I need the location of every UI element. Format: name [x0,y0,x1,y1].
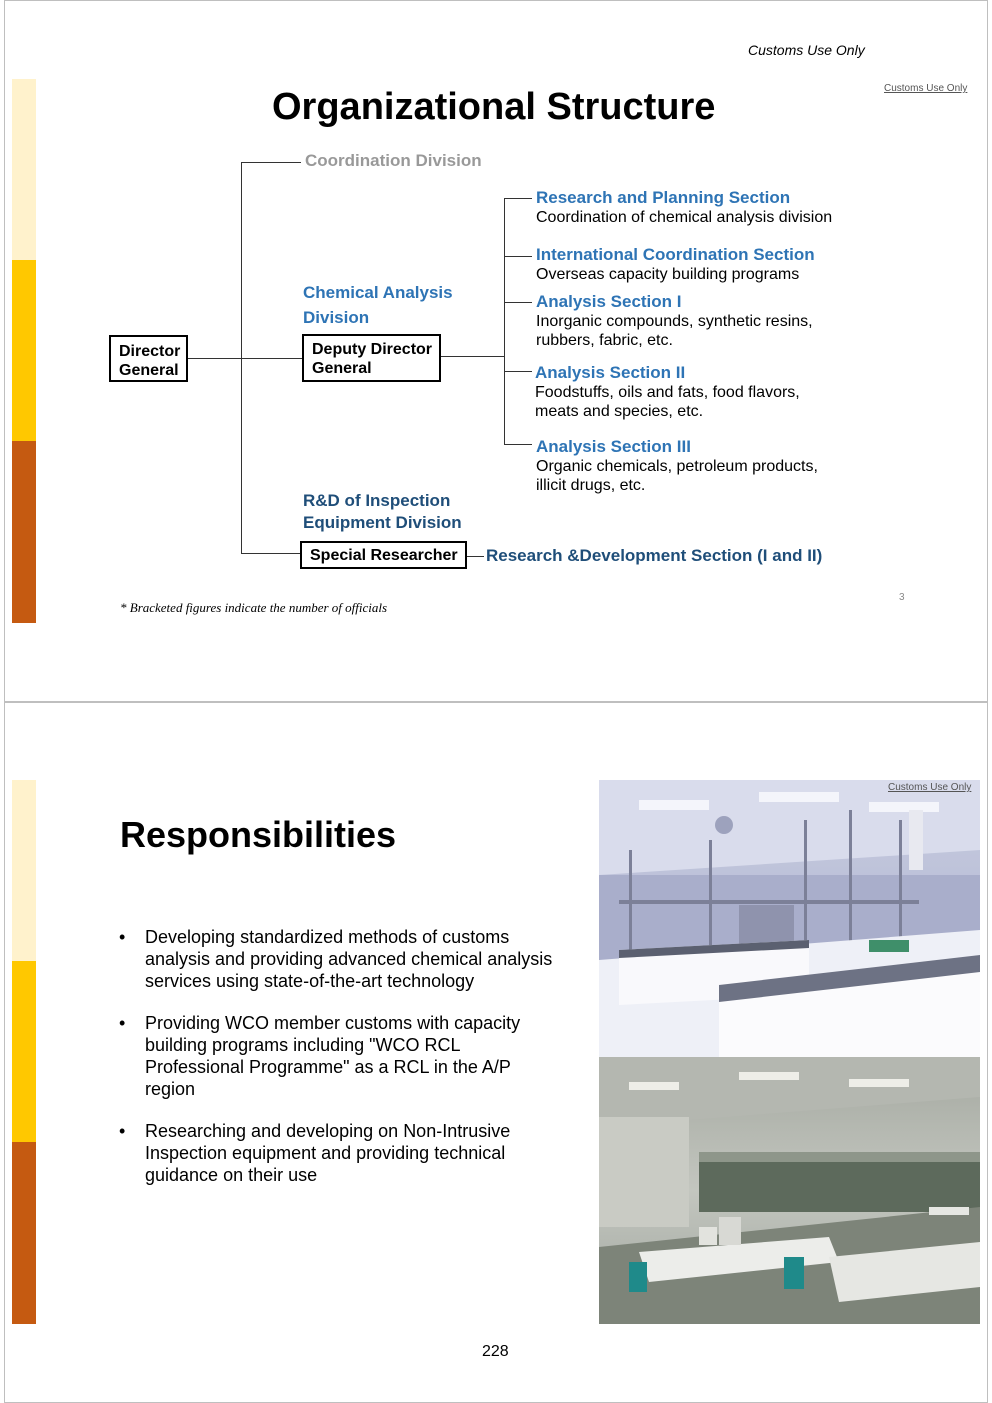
bullet-icon: • [119,1121,126,1141]
laboratory-illustration [599,780,980,1057]
chemical-analysis-division: Chemical Analysis Division [303,283,453,327]
section-desc: Foodstuffs, oils and fats, food flavors, meats and species, etc. [535,384,800,420]
stripe-orange [12,441,36,623]
line-to-special [241,553,301,554]
section-name: Analysis Section II [535,363,686,382]
section-name: Analysis Section I [536,292,682,311]
list-item [119,926,559,992]
stripe-orange [12,1142,36,1324]
section-desc: Inorganic compounds, synthetic resins, rubbers, fabric, etc. [536,313,813,349]
bullet-text: Developing standardized methods of customs analysis and providing advanced chemical analysis services using state-of-the-art technology [145,927,553,991]
line-section-1 [504,198,532,199]
section-desc: Coordination of chemical analysis division [536,209,833,226]
customs-use-only-corner: Customs Use Only [884,83,968,94]
line-special-to-rd [466,556,484,557]
page-title: Organizational Structure [272,86,716,128]
director-general-box [109,335,188,382]
section-name: Analysis Section III [536,437,691,456]
line-to-coordination [241,162,301,163]
special-researcher-box [300,541,467,569]
section-desc: Overseas capacity building programs [536,266,800,283]
section-analysis-1 [536,292,826,350]
office-illustration [599,1057,980,1324]
deputy-director-general-label: Deputy Director General [312,341,433,377]
stripe-yellow [12,961,36,1142]
bullet-icon: • [119,1013,126,1033]
section-international-coordination [536,245,856,284]
deputy-director-general-box [302,334,441,382]
tree-trunk-right [504,198,505,445]
rd-section: Research &Development Section (I and II) [486,546,823,565]
section-name: International Coordination Section [536,245,815,264]
page-number: 228 [482,1343,509,1360]
line-section-5 [504,444,532,445]
customs-use-only-corner-2: Customs Use Only [888,782,972,793]
line-deputy-to-sections [440,356,504,357]
list-item [119,1120,559,1186]
line-section-2 [504,256,532,257]
section-analysis-3 [536,437,836,495]
line-section-3 [504,302,532,303]
section-desc: Organic chemicals, petroleum products, illicit drugs, etc. [536,458,818,494]
bullet-text: Researching and developing on Non-Intrusive Inspection equipment and providing technical guidance on their use [145,1121,511,1185]
responsibilities-list [119,926,559,1206]
slide-number: 3 [899,592,905,603]
rd-inspection-division: R&D of Inspection Equipment Division [303,491,462,532]
coordination-division: Coordination Division [305,151,482,170]
line-director-to-deputy [187,358,303,359]
office-photo [599,1057,980,1324]
stripe-yellow [12,260,36,441]
director-general-label: Director General [119,343,181,379]
footnote: * Bracketed figures indicate the number of officials [120,600,388,615]
laboratory-photo [599,780,980,1057]
list-item [119,1012,559,1100]
stripe-light [12,780,36,961]
section-research-planning [536,188,856,227]
special-researcher-label: Special Researcher [310,547,458,564]
bullet-icon: • [119,927,126,947]
responsibilities-title: Responsibilities [120,814,397,855]
line-section-4 [504,371,532,372]
section-name: Research and Planning Section [536,188,791,207]
stripe-light [12,79,36,260]
bullet-text: Providing WCO member customs with capacity building programs including "WCO RCL Professional Programme" as a RCL in the A/P region [145,1013,521,1099]
section-analysis-2 [535,363,815,421]
customs-use-only-header: Customs Use Only [748,42,865,58]
